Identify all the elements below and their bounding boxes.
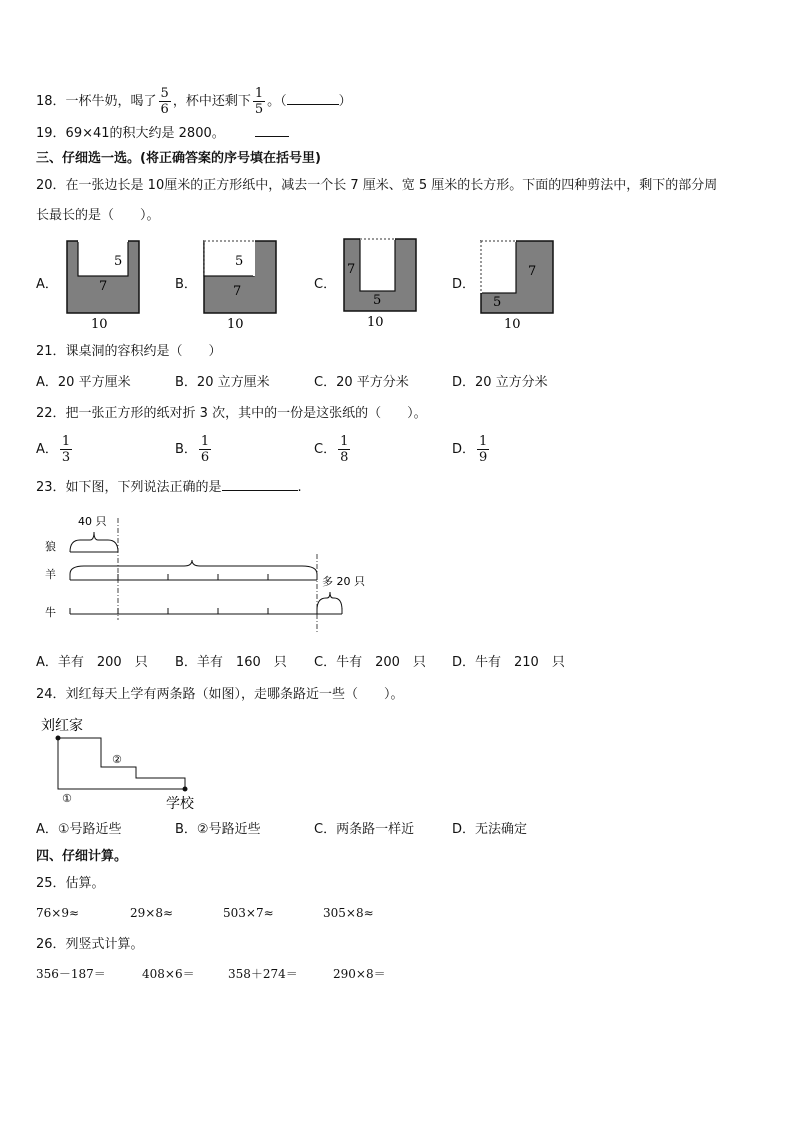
q23-option-d[interactable]: D．牛有 210 只: [452, 655, 565, 670]
q20-option-d-figure[interactable]: [474, 238, 564, 334]
extra-brace: [317, 592, 342, 610]
sheep-brace: [70, 560, 317, 574]
q21-option-a[interactable]: A．20 平方厘米: [36, 375, 131, 390]
q20-option-b-label[interactable]: B．: [175, 277, 197, 292]
wolf-brace: [70, 532, 118, 552]
route-2-label: ②: [112, 753, 122, 766]
label-side: 10: [504, 317, 521, 332]
section-4-title: 四、仔细计算。: [36, 849, 128, 864]
q26-item-1: 356－187＝: [36, 967, 106, 981]
q18-end: ）: [338, 94, 352, 109]
q26-text: 26．列竖式计算。: [36, 937, 144, 952]
label-length: 7: [99, 279, 108, 294]
label-width: 5: [114, 254, 123, 269]
q21-option-b[interactable]: B．20 立方厘米: [175, 375, 270, 390]
q25-item-4: 305×8≈: [323, 906, 374, 920]
label-home: 刘红家: [41, 718, 83, 734]
q19-text: 19．69×41的积大约是 2800。: [36, 126, 225, 141]
q20-option-c-figure[interactable]: [337, 236, 427, 332]
q23-option-c[interactable]: C．牛有 200 只: [314, 655, 426, 670]
route-1-label: ①: [62, 792, 72, 805]
label-width: 5: [373, 293, 382, 308]
label-width: 5: [493, 295, 502, 310]
q20-line2: 长最长的是（ ）。: [36, 208, 160, 223]
label-length: 7: [233, 284, 242, 299]
q18-prefix: 18．一杯牛奶，喝了: [36, 94, 157, 109]
q18-mid: ，杯中还剩下: [172, 94, 251, 109]
q25-item-1: 76×9≈: [36, 906, 80, 920]
question-18: [36, 86, 352, 117]
q21-text: 21．课桌洞的容积约是（ ）: [36, 344, 222, 359]
q24-option-c[interactable]: C．两条路一样近: [314, 822, 415, 837]
q22-a-fraction: $\frac{1}{3}$: [61, 434, 71, 465]
q23-option-b[interactable]: B．羊有 160 只: [175, 655, 287, 670]
q18-answer-blank[interactable]: [287, 104, 339, 105]
label-width: 5: [235, 254, 244, 269]
row-label-sheep: 羊: [45, 568, 56, 581]
cutout-rect: [360, 239, 395, 291]
label-side: 10: [227, 317, 244, 332]
q20-option-c-label[interactable]: C．: [314, 277, 337, 292]
q25-text: 25．估算。: [36, 876, 105, 891]
q18-fraction-left: $\frac{1}{5}$: [254, 86, 264, 117]
label-length: 7: [528, 264, 537, 279]
q24-route-diagram: [36, 710, 236, 814]
q21-option-d[interactable]: D．20 立方分米: [452, 375, 548, 390]
q22-c-fraction: $\frac{1}{8}$: [340, 434, 349, 465]
q20-option-b-figure[interactable]: [197, 238, 287, 334]
q25-item-2: 29×8≈: [130, 906, 174, 920]
q23-text: 23．如下图，下列说法正确的是: [36, 480, 222, 495]
q23-answer-blank[interactable]: [222, 490, 298, 491]
school-dot: [183, 787, 188, 792]
label-more-20: 多 20 只: [322, 575, 365, 588]
q19-answer-blank[interactable]: [255, 136, 289, 137]
q22-d-fraction: $\frac{1}{9}$: [479, 434, 488, 465]
q20-line1: 20．在一张边长是 10厘米的正方形纸中，减去一个长 7 厘米、宽 5 厘米的长方形。下面的四种剪法中，剩下的部分周: [36, 178, 718, 193]
q24-text: 24．刘红每天上学有两条路（如图），走哪条路近一些（ ）。: [36, 687, 404, 702]
cutout-rect: [481, 241, 516, 293]
q22-option-b[interactable]: B． $\frac{1}{6}$: [175, 434, 210, 465]
q21-option-c[interactable]: C．20 平方分米: [314, 375, 409, 390]
question-19: [36, 124, 289, 144]
q22-option-d[interactable]: D． $\frac{1}{9}$: [452, 434, 488, 465]
label-side: 10: [91, 317, 108, 332]
q22-text: 22．把一张正方形的纸对折 3 次，其中的一份是这张纸的（ ）。: [36, 406, 427, 421]
home-dot: [56, 736, 61, 741]
question-23: 23．如下图，下列说法正确的是 .: [36, 480, 302, 495]
q18-suffix: 。（: [267, 94, 287, 109]
section-3-title: 三、仔细选一选。(将正确答案的序号填在括号里): [36, 151, 321, 166]
q22-b-fraction: $\frac{1}{6}$: [200, 434, 210, 465]
q22-option-a[interactable]: A． $\frac{1}{3}$: [36, 434, 71, 465]
q26-item-3: 358＋274＝: [228, 967, 298, 981]
q18-fraction-drunk: $\frac{5}{6}$: [160, 86, 169, 117]
q23-line-diagram: [36, 510, 376, 640]
q24-option-d[interactable]: D．无法确定: [452, 822, 528, 837]
label-length: 7: [347, 262, 356, 277]
q20-option-d-label[interactable]: D．: [452, 277, 476, 292]
cutout-rect: [204, 241, 254, 276]
q23-option-a[interactable]: A．羊有 200 只: [36, 655, 148, 670]
q20-option-a-figure[interactable]: [60, 238, 150, 334]
q24-option-a[interactable]: A．①号路近些: [36, 822, 122, 837]
row-label-wolf: 狼: [45, 540, 56, 553]
q20-option-a-label[interactable]: A．: [36, 277, 58, 292]
q25-item-3: 503×7≈: [223, 906, 274, 920]
q26-item-4: 290×8＝: [333, 967, 386, 981]
q22-option-c[interactable]: C． $\frac{1}{8}$: [314, 434, 349, 465]
q26-item-2: 408×6＝: [142, 967, 195, 981]
label-side: 10: [367, 315, 384, 330]
label-school: 学校: [166, 796, 194, 812]
row-label-cow: 牛: [45, 606, 56, 619]
label-40: 40 只: [78, 515, 107, 528]
q24-option-b[interactable]: B．②号路近些: [175, 822, 261, 837]
